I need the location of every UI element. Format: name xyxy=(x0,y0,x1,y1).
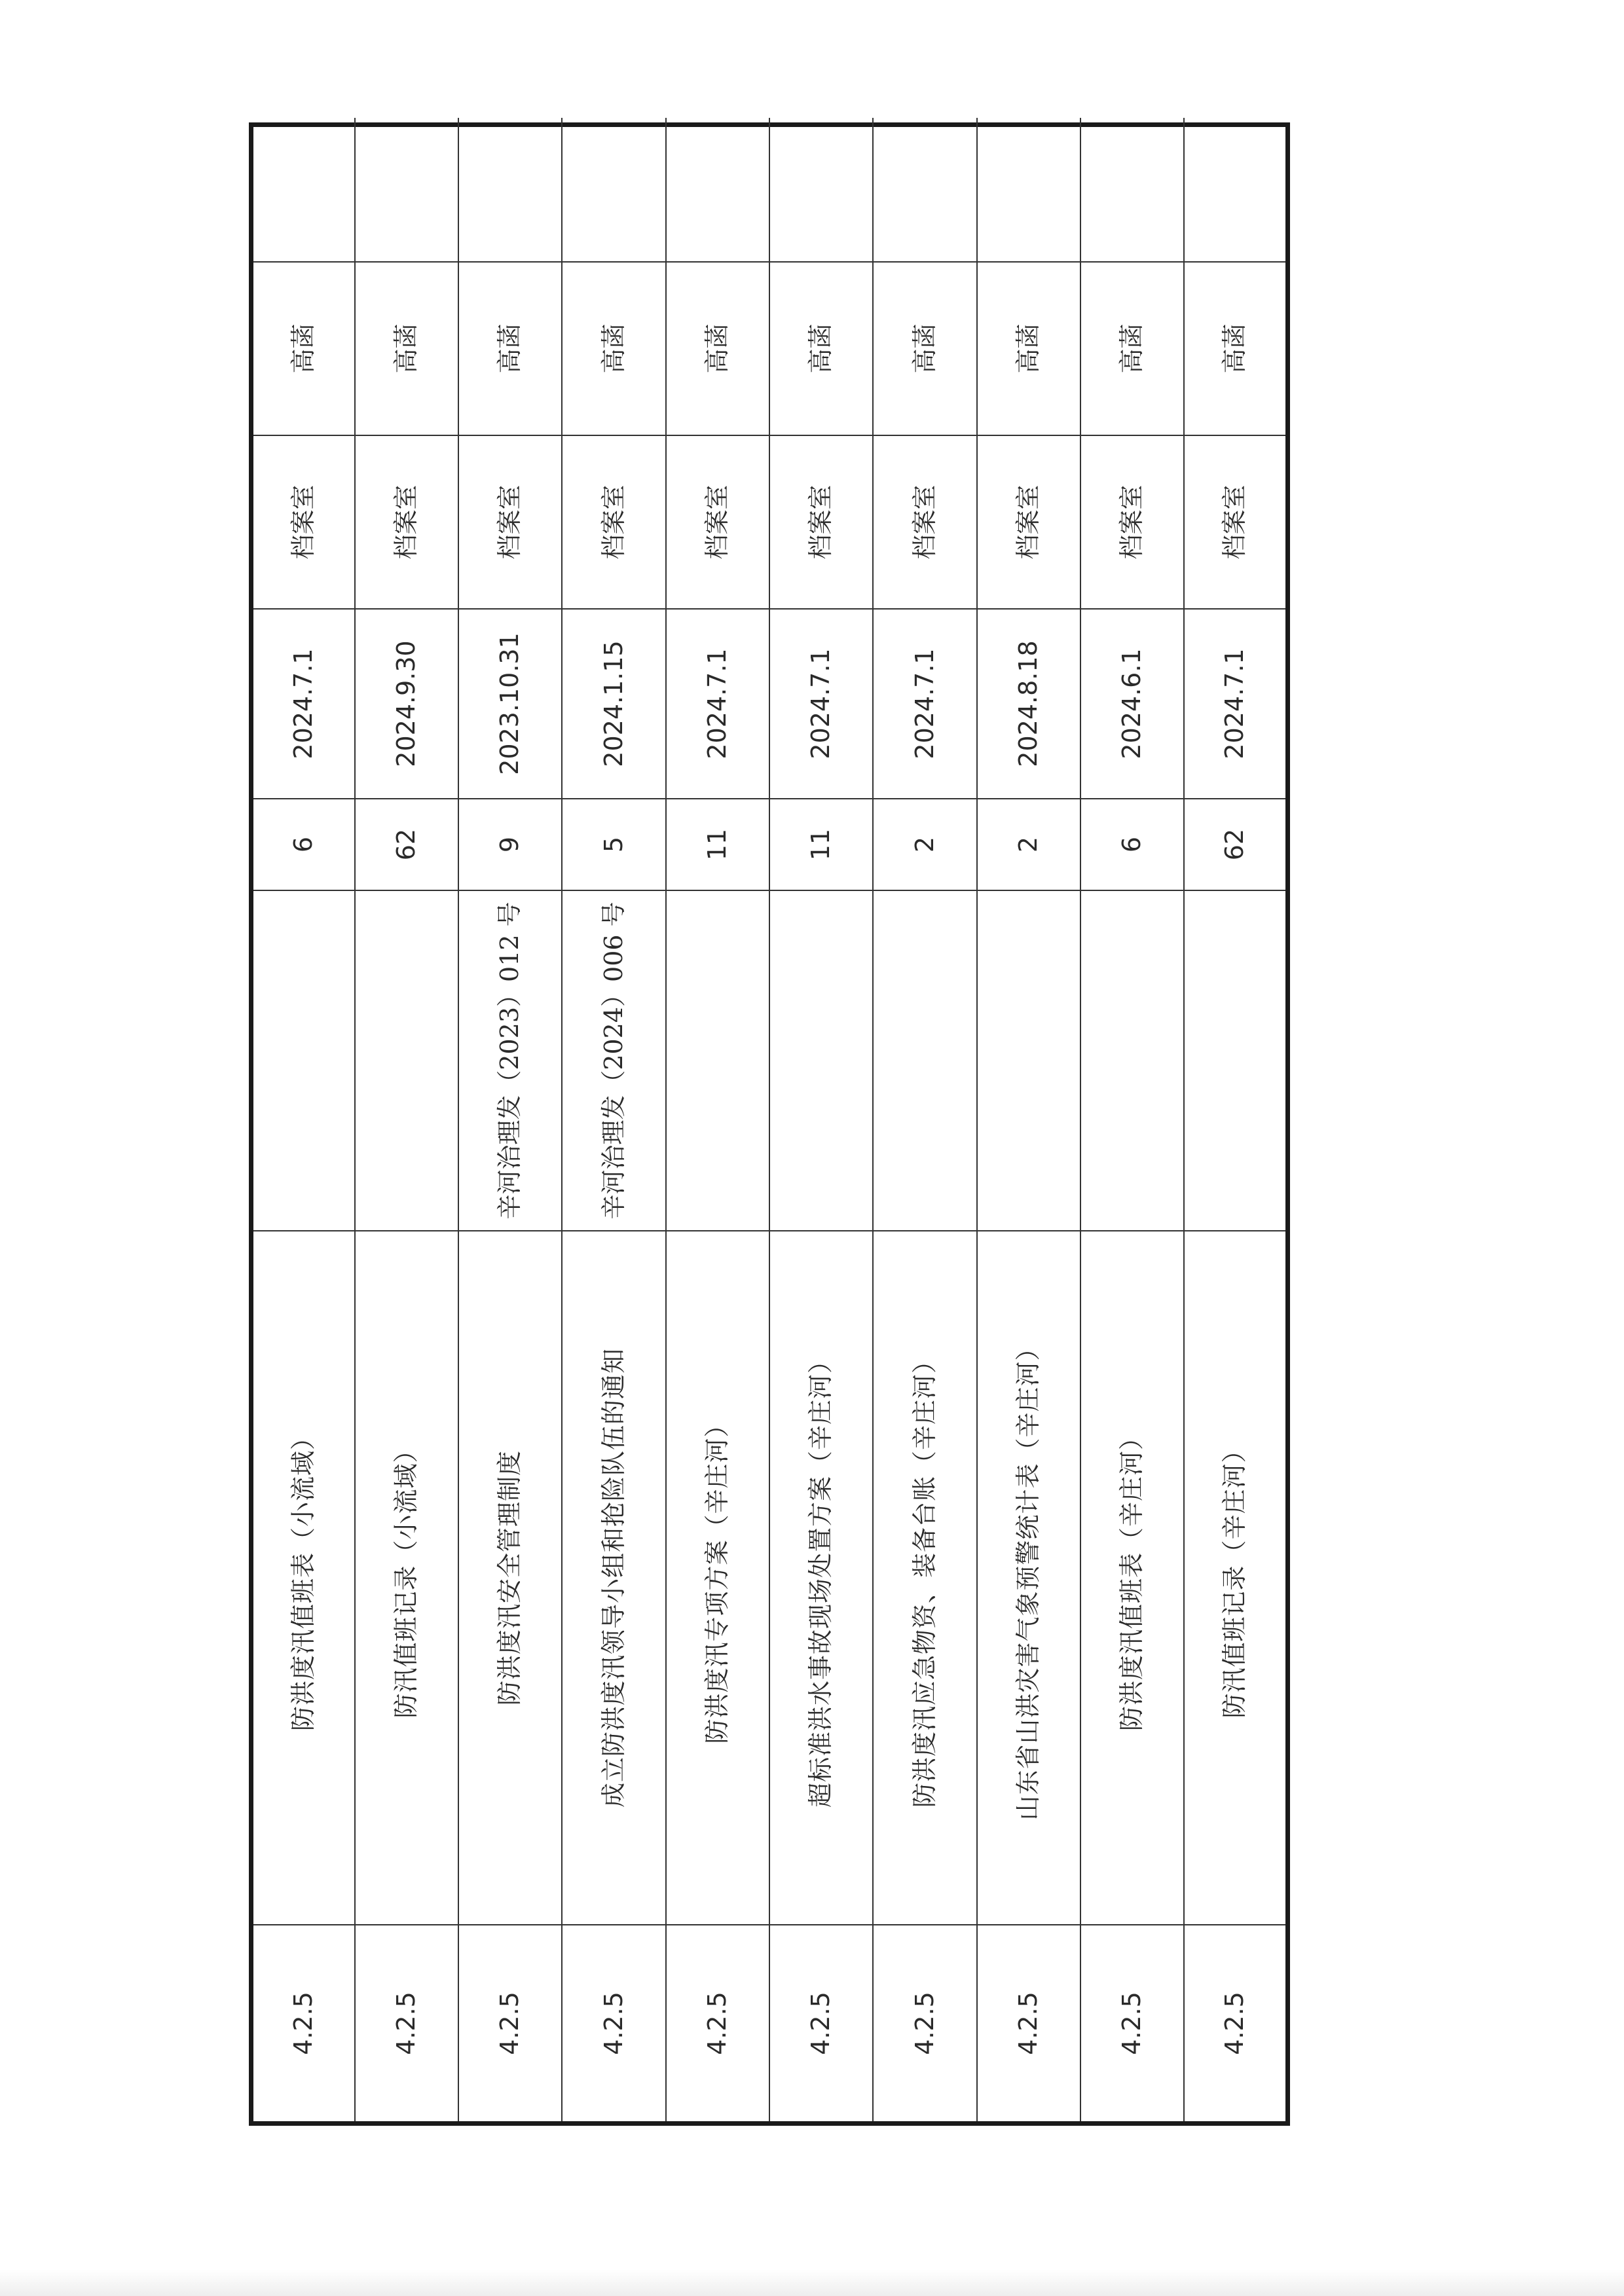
page-count-cell: 62 xyxy=(1184,799,1285,890)
document-date-cell: 2024.7.1 xyxy=(253,609,355,799)
storage-location-cell: 档案室 xyxy=(1184,435,1285,609)
document-date-cell: 2024.9.30 xyxy=(355,609,458,799)
page-count-cell: 11 xyxy=(666,799,769,890)
clause-code-cell: 4.2.5 xyxy=(562,1925,665,2121)
page-count-cell: 2 xyxy=(873,799,976,890)
table-row xyxy=(1080,118,1184,2121)
document-date-cell: 2023.10.31 xyxy=(458,609,562,799)
table-row xyxy=(666,118,769,2121)
remarks-cell xyxy=(873,118,976,262)
storage-location-cell: 档案室 xyxy=(562,435,665,609)
custodian-cell: 高菡 xyxy=(253,262,355,435)
remarks-cell xyxy=(562,118,665,262)
document-date-cell: 2024.1.15 xyxy=(562,609,665,799)
document-number-cell xyxy=(666,890,769,1231)
custodian-cell: 高菡 xyxy=(458,262,562,435)
page-count-cell: 2 xyxy=(977,799,1080,890)
document-number-cell xyxy=(769,890,873,1231)
table-row xyxy=(977,118,1080,2121)
storage-location-cell: 档案室 xyxy=(1080,435,1184,609)
page-bottom-shade xyxy=(0,2270,1624,2296)
document-number-cell: 辛河治理发（2024）006 号 xyxy=(562,890,665,1231)
archive-table-frame xyxy=(249,122,1290,2126)
custodian-cell: 高菡 xyxy=(355,262,458,435)
custodian-cell: 高菡 xyxy=(873,262,976,435)
storage-location-cell: 档案室 xyxy=(355,435,458,609)
document-title-cell: 防洪度汛值班表（辛庄河） xyxy=(1080,1231,1184,1925)
document-title-cell: 防洪度汛安全管理制度 xyxy=(458,1231,562,1925)
document-title-cell: 超标准洪水事故现场处置方案（辛庄河） xyxy=(769,1231,873,1925)
document-date-cell: 2024.8.18 xyxy=(977,609,1080,799)
clause-code-cell: 4.2.5 xyxy=(253,1925,355,2121)
clause-code-cell: 4.2.5 xyxy=(355,1925,458,2121)
table-row xyxy=(873,118,976,2121)
document-title-cell: 防洪度汛值班表（小流域） xyxy=(253,1231,355,1925)
remarks-cell xyxy=(458,118,562,262)
storage-location-cell: 档案室 xyxy=(977,435,1080,609)
storage-location-cell: 档案室 xyxy=(666,435,769,609)
custodian-cell: 高菡 xyxy=(977,262,1080,435)
archive-table-body xyxy=(253,118,1285,2121)
document-date-cell: 2024.6.1 xyxy=(1080,609,1184,799)
table-row xyxy=(355,118,458,2121)
clause-code-cell: 4.2.5 xyxy=(873,1925,976,2121)
storage-location-cell: 档案室 xyxy=(769,435,873,609)
document-number-cell xyxy=(977,890,1080,1231)
clause-code-cell: 4.2.5 xyxy=(1184,1925,1285,2121)
remarks-cell xyxy=(977,118,1080,262)
storage-location-cell: 档案室 xyxy=(873,435,976,609)
clause-code-cell: 4.2.5 xyxy=(666,1925,769,2121)
page-count-cell: 6 xyxy=(1080,799,1184,890)
document-title-cell: 防洪度汛应急物资、装备台账（辛庄河） xyxy=(873,1231,976,1925)
remarks-cell xyxy=(666,118,769,262)
document-date-cell: 2024.7.1 xyxy=(769,609,873,799)
document-number-cell xyxy=(1080,890,1184,1231)
clause-code-cell: 4.2.5 xyxy=(977,1925,1080,2121)
document-number-cell xyxy=(253,890,355,1231)
remarks-cell xyxy=(253,118,355,262)
table-row xyxy=(458,118,562,2121)
page-count-cell: 11 xyxy=(769,799,873,890)
document-number-cell xyxy=(355,890,458,1231)
clause-code-cell: 4.2.5 xyxy=(1080,1925,1184,2121)
page-count-cell: 6 xyxy=(253,799,355,890)
clause-code-cell: 4.2.5 xyxy=(769,1925,873,2121)
document-title-cell: 防汛值班记录（小流域） xyxy=(355,1231,458,1925)
storage-location-cell: 档案室 xyxy=(253,435,355,609)
document-date-cell: 2024.7.1 xyxy=(1184,609,1285,799)
custodian-cell: 高菡 xyxy=(769,262,873,435)
document-title-cell: 山东省山洪灾害气象预警统计表（辛庄河） xyxy=(977,1231,1080,1925)
document-title-cell: 防洪度汛专项方案（辛庄河） xyxy=(666,1231,769,1925)
custodian-cell: 高菡 xyxy=(1184,262,1285,435)
storage-location-cell: 档案室 xyxy=(458,435,562,609)
custodian-cell: 高菡 xyxy=(666,262,769,435)
page-count-cell: 62 xyxy=(355,799,458,890)
page-count-cell: 9 xyxy=(458,799,562,890)
document-date-cell: 2024.7.1 xyxy=(666,609,769,799)
table-row xyxy=(253,118,355,2121)
remarks-cell xyxy=(1184,118,1285,262)
document-number-cell xyxy=(873,890,976,1231)
table-row xyxy=(769,118,873,2121)
remarks-cell xyxy=(355,118,458,262)
document-date-cell: 2024.7.1 xyxy=(873,609,976,799)
clause-code-cell: 4.2.5 xyxy=(458,1925,562,2121)
table-row xyxy=(562,118,665,2121)
document-title-cell: 防汛值班记录（辛庄河） xyxy=(1184,1231,1285,1925)
document-number-cell xyxy=(1184,890,1285,1231)
custodian-cell: 高菡 xyxy=(562,262,665,435)
document-number-cell: 辛河治理发（2023）012 号 xyxy=(458,890,562,1231)
page-count-cell: 5 xyxy=(562,799,665,890)
remarks-cell xyxy=(769,118,873,262)
archive-table xyxy=(253,118,1285,2121)
custodian-cell: 高菡 xyxy=(1080,262,1184,435)
document-title-cell: 成立防洪度汛领导小组和抢险队伍的通知 xyxy=(562,1231,665,1925)
table-row xyxy=(1184,118,1285,2121)
remarks-cell xyxy=(1080,118,1184,262)
